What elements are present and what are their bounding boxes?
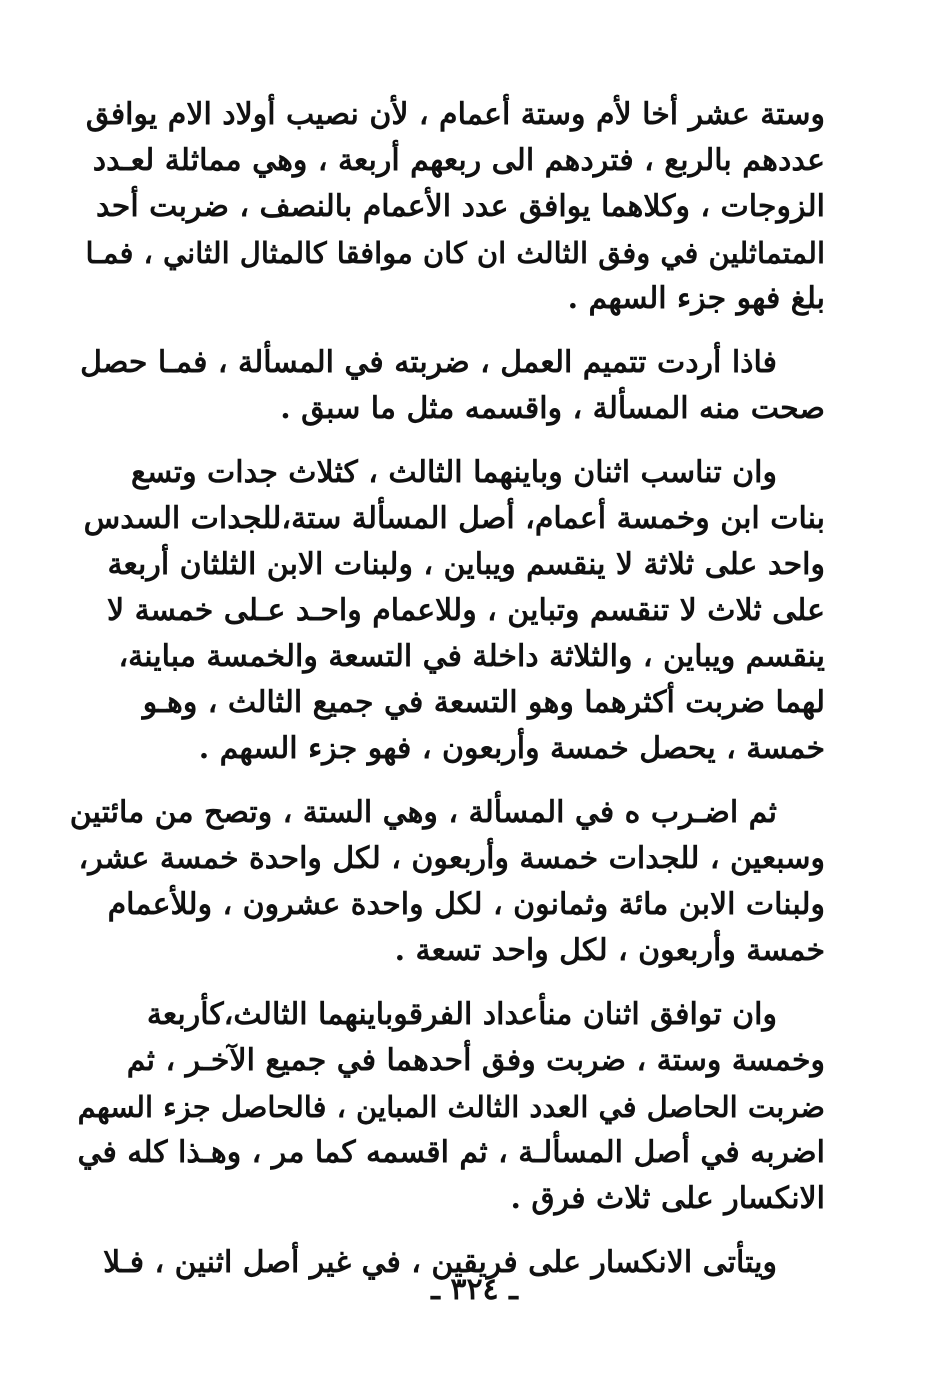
text-line: وسبعين ، للجدات خمسة وأربعون ، لكل واحدة خمسة عشر، (78, 841, 825, 876)
text-line: على ثلاث لا تنقسم وتباين ، وللاعمام واحـد عـلى خمسة لا (107, 593, 825, 628)
text-line: خمسة ، يحصل خمسة وأربعون ، فهو جزء السهم . (198, 731, 825, 766)
text-line: فاذا أردت تتميم العمل ، ضربته في المسألة ، فمـا حصل (80, 345, 777, 380)
paragraph-2 (70, 340, 825, 432)
page-number: ـ ٣٢٤ ـ (431, 1272, 518, 1307)
text-line: وستة عشر أخا لأم وستة أعمام ، لأن نصيب أولاد الام يوافق (85, 97, 825, 132)
text-line: ولبنات الابن مائة وثمانون ، لكل واحدة عشرون ، وللأعمام (107, 887, 825, 922)
text-line: عددهم بالربع ، فتردهم الى ربعهم أربعة ، وهي مماثلة لعـدد (92, 143, 825, 178)
text-line: الانكسار على ثلاث فرق . (510, 1181, 825, 1216)
text-line: وخمسة وستة ، ضربت وفق أحدهما في جميع الآخـر ، ثم (126, 1043, 825, 1078)
body-text (70, 92, 825, 1304)
text-line: ينقسم ويباين ، والثلاثة داخلة في التسعة والخمسة مباينة، (118, 639, 825, 674)
paragraph-3 (70, 450, 825, 772)
text-line: بلغ فهو جزء السهم . (567, 281, 825, 316)
text-line: واحد على ثلاثة لا ينقسم ويباين ، ولبنات الابن الثلثان أربعة (107, 547, 825, 582)
text-line: وان تناسب اثنان وباينهما الثالث ، كثلاث جدات وتسع (130, 455, 777, 490)
text-line: وان توافق اثنان منأعداد الفرقوباينهما الثالث،كأربعة (146, 997, 777, 1032)
paragraph-1 (70, 92, 825, 322)
text-line: المتماثلين في وفق الثالث ان كان موافقا كالمثال الثاني ، فمـا (85, 236, 825, 270)
text-line: الزوجات ، وكلاهما يوافق عدد الأعمام بالنصف ، ضربت أحد (96, 189, 825, 224)
text-line: بنات ابن وخمسة أعمام، أصل المسألة ستة،للجدات السدس (83, 501, 825, 536)
text-line: ويتأتى الانكسار على فريقين ، في غير أصل اثنين ، فـلا (103, 1245, 777, 1280)
text-line: ثم اضـرب ه في المسألة ، وهي الستة ، وتصح من مائتين (69, 795, 777, 830)
text-line: صحت منه المسألة ، واقسمه مثل ما سبق . (280, 391, 825, 426)
paragraph-4 (70, 790, 825, 974)
paragraph-5 (70, 992, 825, 1222)
text-line: ضربت الحاصل في العدد الثالث المباين ، فالحاصل جزء السهم (77, 1090, 825, 1124)
text-line: لهما ضربت أكثرهما وهو التسعة في جميع الثالث ، وهـو (142, 685, 825, 720)
text-line: اضربه في أصل المسألـة ، ثم اقسمه كما مر ، وهـذا كله في (77, 1135, 825, 1170)
text-line: خمسة وأربعون ، لكل واحد تسعة . (394, 933, 825, 968)
